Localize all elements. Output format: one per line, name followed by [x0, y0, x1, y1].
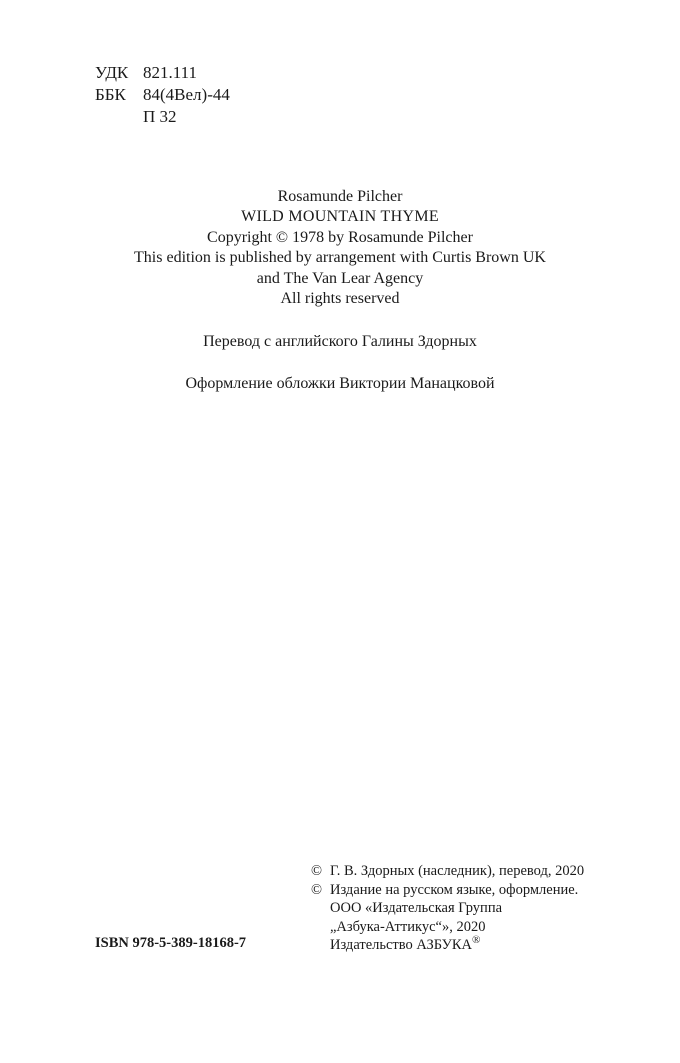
copyright-row-translation: [311, 862, 584, 881]
author-mark: П 32: [143, 107, 177, 126]
copyright-translation-text: Г. В. Здорных (наследник), перевод, 2020: [330, 863, 585, 879]
classification-block: [95, 62, 230, 128]
udk-row: [95, 62, 230, 84]
copyright-row-edition: [311, 881, 584, 900]
isbn: ISBN 978-5-389-18168-7: [95, 935, 247, 951]
original-author: Rosamunde Pilcher: [277, 188, 403, 205]
edition-line-1: This edition is published by arrangement with Curtis Brown UK: [134, 249, 546, 267]
udk-label: УДК: [95, 63, 129, 82]
bbk-value: 84(4Вел)-44: [143, 85, 230, 104]
copyright-notices: [311, 862, 584, 955]
publisher-line-2: „Азбука-Аттикус“», 2020: [330, 918, 486, 935]
copyright-icon: ©: [311, 881, 323, 898]
copyright-icon: ©: [311, 863, 323, 879]
edition-line-2: and The Van Lear Agency: [256, 269, 424, 287]
cover-design-credit: Оформление обложки Виктории Манацковой: [185, 375, 495, 392]
translator-credit: Перевод с английского Галины Здорных: [203, 333, 477, 350]
publisher-line-1: ООО «Издательская Группа: [330, 900, 503, 917]
original-credits: [0, 187, 680, 309]
bbk-row: [95, 84, 230, 106]
udk-value: 821.111: [143, 63, 197, 82]
original-title: WILD MOUNTAIN THYME: [241, 208, 439, 226]
copyright-line: Copyright © 1978 by Rosamunde Pilcher: [207, 228, 473, 246]
registered-mark-icon: ®: [472, 934, 481, 947]
publisher-name: Издательство АЗБУКА: [330, 937, 472, 954]
bbk-label: ББК: [95, 85, 126, 104]
copyright-edition-text: Издание на русском языке, оформление.: [330, 881, 579, 898]
publisher-line-3: [311, 936, 584, 955]
rights-line: All rights reserved: [280, 290, 400, 308]
